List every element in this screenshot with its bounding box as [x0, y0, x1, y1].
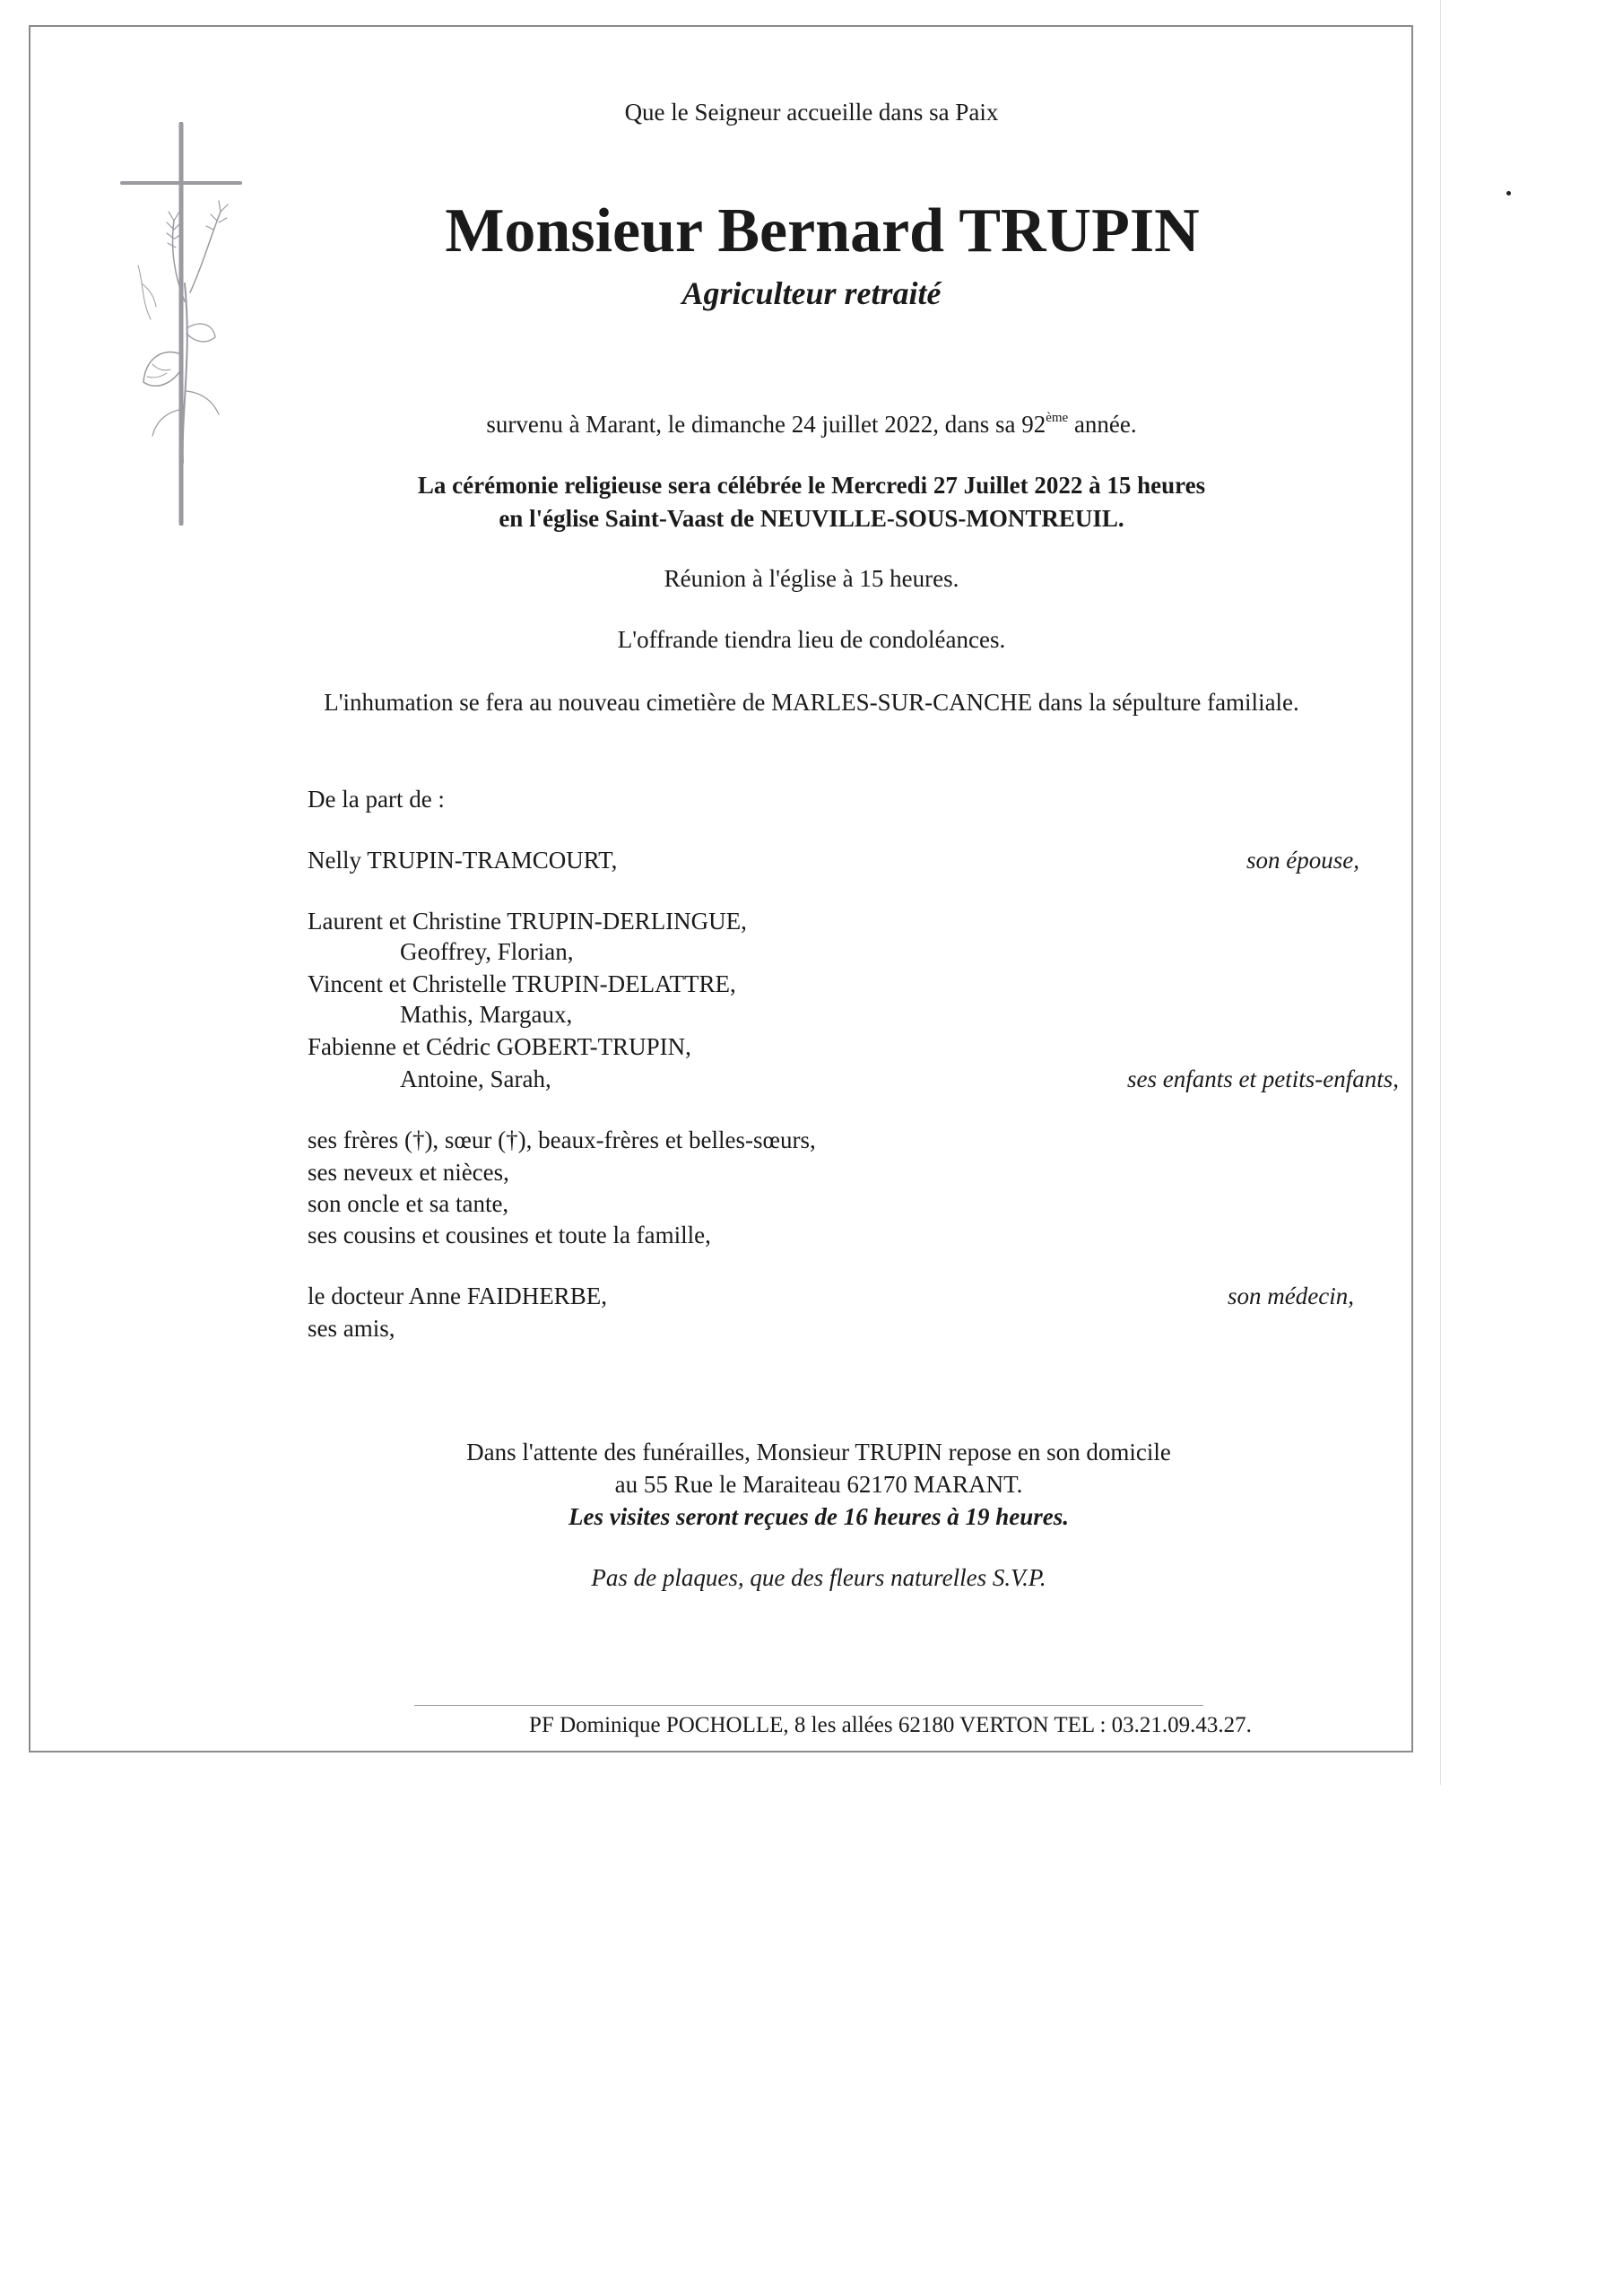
visiting-hours: Les visites seront reçues de 16 heures à 19 heures. — [568, 1503, 1069, 1530]
doctor-relation: son médecin, — [1228, 1283, 1354, 1309]
spouse-relation: son épouse, — [1246, 847, 1359, 874]
occupation: Agriculteur retraité — [681, 275, 942, 311]
spouse-name: Nelly TRUPIN-TRAMCOURT, — [308, 847, 618, 874]
offering-line: L'offrande tiendra lieu de condoléances. — [617, 626, 1006, 653]
children-relation: ses enfants et petits-enfants, — [1127, 1065, 1399, 1092]
flowers-note: Pas de plaques, que des fleurs naturelles S.V.P. — [591, 1564, 1046, 1591]
footer-rule — [414, 1705, 1203, 1706]
meeting-line: Réunion à l'église à 15 heures. — [664, 565, 959, 592]
grandchildren-line: Geoffrey, Florian, — [400, 938, 574, 965]
relatives-line: ses neveux et nièces, — [308, 1159, 509, 1186]
deceased-name: Monsieur Bernard TRUPIN — [445, 196, 1200, 265]
relatives-line: son oncle et sa tante, — [308, 1190, 509, 1217]
ceremony-line-2: en l'église Saint-Vaast de NEUVILLE-SOUS-MONTREUIL. — [499, 505, 1124, 532]
prayer-line: Que le Seigneur accueille dans sa Paix — [624, 99, 999, 126]
child-line: Fabienne et Cédric GOBERT-TRUPIN, — [308, 1033, 691, 1060]
family-intro: De la part de : — [308, 786, 445, 813]
funeral-home-footer: PF Dominique POCHOLLE, 8 les allées 62180 VERTON TEL : 03.21.09.43.27. — [529, 1713, 1252, 1737]
friends-line: ses amis, — [308, 1315, 395, 1342]
death-notice-end: année. — [1068, 411, 1137, 438]
cross-emblem-icon — [120, 122, 246, 526]
child-line: Vincent et Christelle TRUPIN-DELATTRE, — [308, 970, 736, 997]
grandchildren-line: Antoine, Sarah, — [400, 1065, 551, 1092]
ordinal-suffix: ème — [1046, 411, 1069, 425]
death-notice-text: survenu à Marant, le dimanche 24 juillet 2022, dans sa 92 — [486, 411, 1046, 438]
grandchildren-line: Mathis, Margaux, — [400, 1001, 573, 1028]
death-notice — [0, 411, 1623, 439]
viewing-line-2: au 55 Rue le Maraiteau 62170 MARANT. — [614, 1471, 1023, 1498]
ceremony-line-1: La cérémonie religieuse sera célébrée le Mercredi 27 Juillet 2022 à 15 heures — [417, 472, 1206, 499]
relatives-line: ses cousins et cousines et toute la famille, — [308, 1222, 711, 1248]
doctor-name: le docteur Anne FAIDHERBE, — [308, 1283, 607, 1309]
viewing-line-1: Dans l'attente des funérailles, Monsieur TRUPIN repose en son domicile — [466, 1439, 1171, 1465]
burial-line: L'inhumation se fera au nouveau cimetière de MARLES-SUR-CANCHE dans la sépulture familiale. — [324, 689, 1299, 716]
relatives-line: ses frères (†), sœur (†), beaux-frères et belles-sœurs, — [308, 1126, 816, 1153]
child-line: Laurent et Christine TRUPIN-DERLINGUE, — [308, 908, 747, 935]
